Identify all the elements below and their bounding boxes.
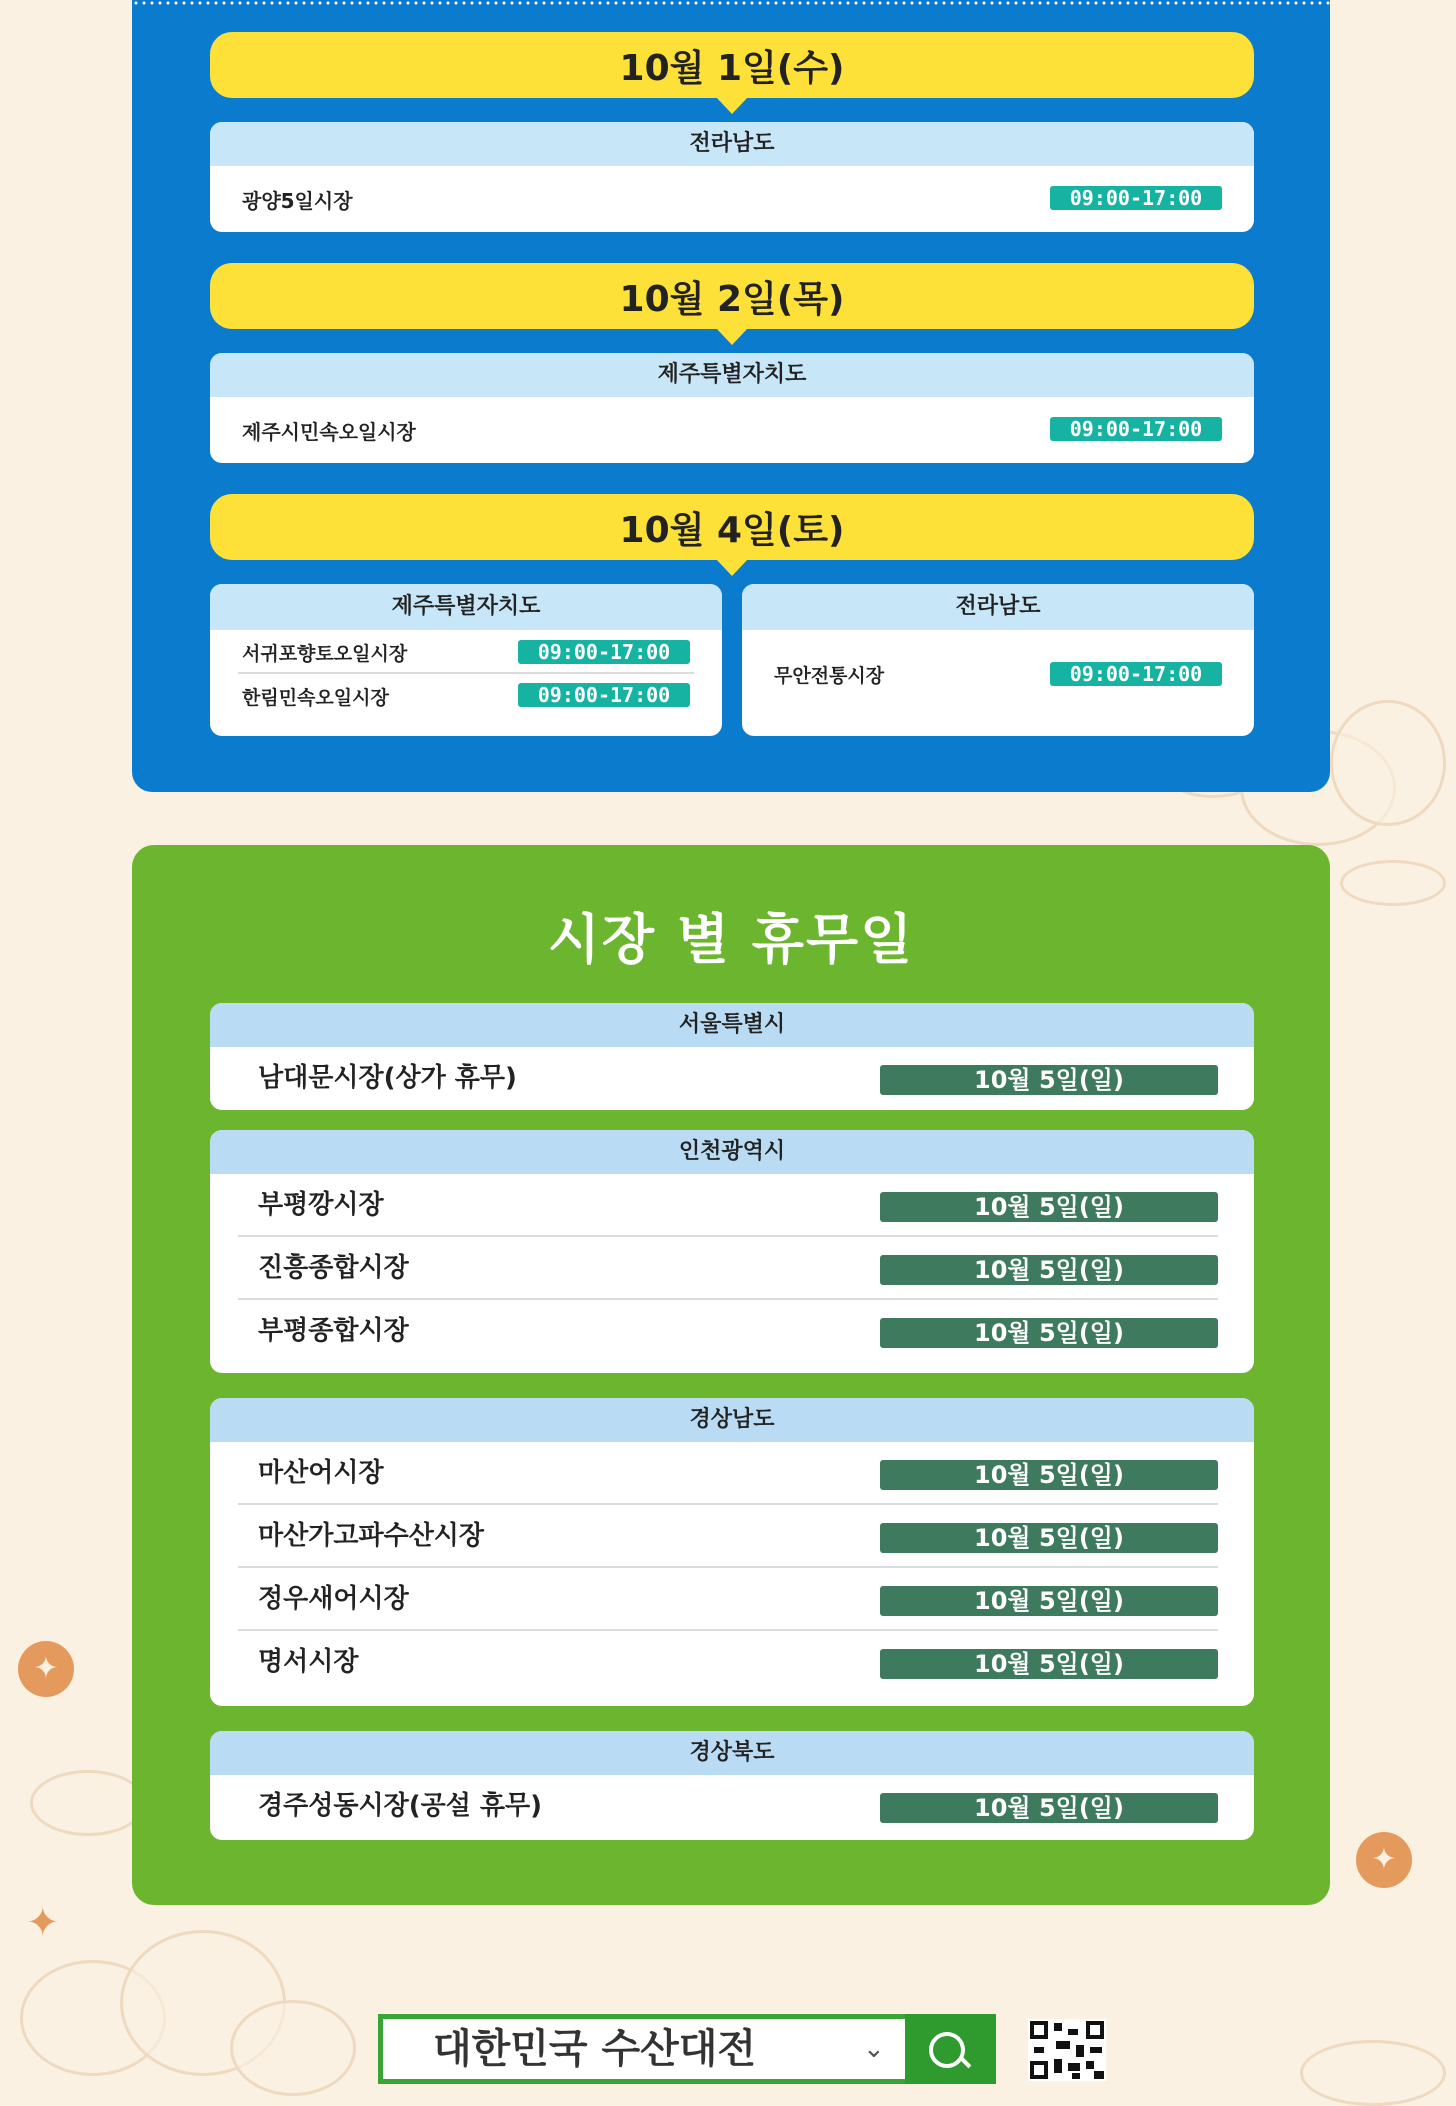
market-row xyxy=(210,674,722,718)
holiday-date-badge: 10월 5일(일) xyxy=(880,1523,1218,1553)
holiday-date-badge: 10월 5일(일) xyxy=(880,1460,1218,1490)
region-card xyxy=(210,1398,1254,1706)
market-row xyxy=(210,630,722,674)
market-name: 제주시민속오일시장 xyxy=(242,419,416,444)
section-title: 시장 별 휴무일 xyxy=(547,908,915,971)
holiday-date-badge: 10월 5일(일) xyxy=(880,1318,1218,1348)
holiday-date-badge: 10월 5일(일) xyxy=(880,1793,1218,1823)
holiday-row xyxy=(210,1237,1254,1300)
holiday-row xyxy=(210,1775,1254,1838)
holiday-row xyxy=(210,1047,1254,1110)
market-name: 광양5일시장 xyxy=(242,188,353,213)
hours-badge: 09:00-17:00 xyxy=(1050,417,1222,441)
region-name: 제주특별자치도 xyxy=(210,584,722,630)
market-name: 부평깡시장 xyxy=(258,1190,384,1220)
region-name: 전라남도 xyxy=(742,584,1254,630)
holiday-date-badge: 10월 5일(일) xyxy=(880,1065,1218,1095)
holiday-row xyxy=(210,1442,1254,1505)
market-name: 남대문시장(상가 휴무) xyxy=(258,1063,517,1093)
region-name: 인천광역시 xyxy=(210,1130,1254,1174)
region-card xyxy=(210,1003,1254,1110)
star-badge-icon xyxy=(18,1641,74,1697)
search-bar[interactable] xyxy=(378,2014,996,2084)
market-name: 경주성동시장(공설 휴무) xyxy=(258,1791,542,1821)
caret-down-icon[interactable]: ⌄ xyxy=(863,2034,885,2064)
market-name: 부평종합시장 xyxy=(258,1316,409,1346)
market-name: 정우새어시장 xyxy=(258,1584,409,1614)
hours-badge: 09:00-17:00 xyxy=(1050,662,1222,686)
region-name: 경상남도 xyxy=(210,1398,1254,1442)
hours-badge: 09:00-17:00 xyxy=(518,640,690,664)
holiday-date-badge: 10월 5일(일) xyxy=(880,1649,1218,1679)
hours-badge: 09:00-17:00 xyxy=(1050,186,1222,210)
market-name: 마산어시장 xyxy=(258,1458,384,1488)
dotted-border xyxy=(132,0,1330,6)
hours-badge: 09:00-17:00 xyxy=(518,683,690,707)
region-card xyxy=(210,584,722,736)
market-name: 서귀포향토오일시장 xyxy=(242,642,408,665)
region-card xyxy=(742,584,1254,736)
region-card xyxy=(210,122,1254,232)
search-button[interactable] xyxy=(905,2014,996,2084)
date-label: 10월 2일(목) xyxy=(619,278,845,320)
holiday-date-badge: 10월 5일(일) xyxy=(880,1192,1218,1222)
region-name: 경상북도 xyxy=(210,1731,1254,1775)
holiday-date-badge: 10월 5일(일) xyxy=(880,1255,1218,1285)
market-name: 한림민속오일시장 xyxy=(242,686,389,709)
region-card xyxy=(210,1130,1254,1373)
date-label: 10월 4일(토) xyxy=(619,509,845,551)
holiday-row xyxy=(210,1568,1254,1631)
holiday-row xyxy=(210,1300,1254,1363)
date-label: 10월 1일(수) xyxy=(619,47,845,89)
region-name: 제주특별자치도 xyxy=(210,353,1254,397)
holiday-row xyxy=(210,1174,1254,1237)
market-name: 진흥종합시장 xyxy=(258,1253,409,1283)
star-badge-icon xyxy=(1356,1832,1412,1888)
date-header xyxy=(210,32,1254,98)
qr-code[interactable] xyxy=(1028,2019,1106,2081)
market-row xyxy=(210,397,1254,463)
market-name: 마산가고파수산시장 xyxy=(258,1521,485,1551)
market-row xyxy=(210,166,1254,232)
market-name: 명서시장 xyxy=(258,1647,359,1677)
market-holidays-panel xyxy=(132,845,1330,1905)
holiday-row xyxy=(210,1631,1254,1694)
market-row xyxy=(742,630,1254,718)
holiday-date-badge: 10월 5일(일) xyxy=(880,1586,1218,1616)
holiday-row xyxy=(210,1505,1254,1568)
region-name: 서울특별시 xyxy=(210,1003,1254,1047)
date-header xyxy=(210,494,1254,560)
search-input[interactable]: 대한민국 수산대전 xyxy=(433,2026,757,2072)
region-name: 전라남도 xyxy=(210,122,1254,166)
date-header xyxy=(210,263,1254,329)
market-name: 무안전통시장 xyxy=(774,664,885,687)
sparkle-icon: ✦ xyxy=(26,1900,60,1946)
region-card xyxy=(210,1731,1254,1840)
region-card xyxy=(210,353,1254,463)
